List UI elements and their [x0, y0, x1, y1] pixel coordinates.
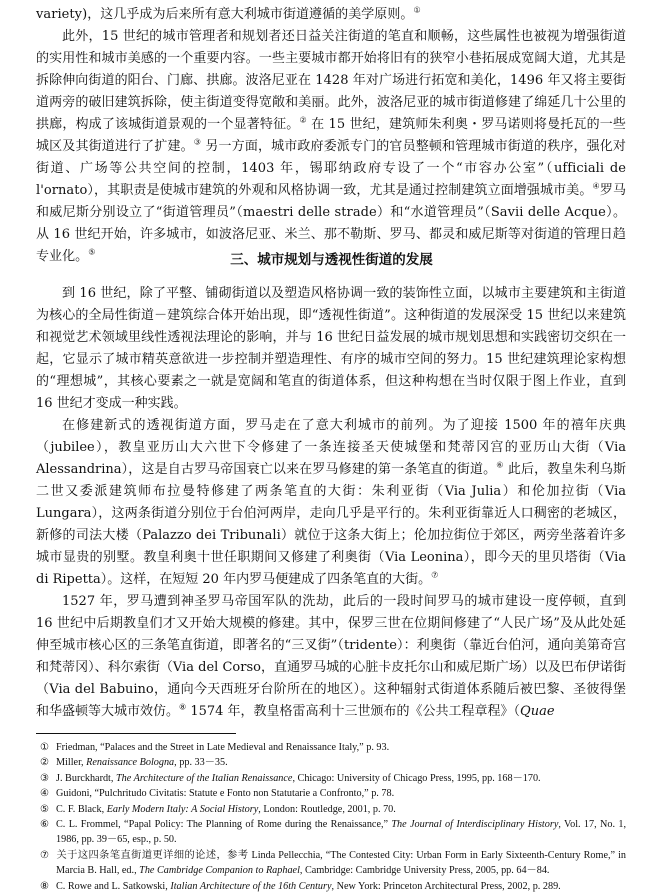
footnotes — [36, 740, 626, 894]
paragraph-perspective-streets: 到 16 世纪，除了平整、铺砌街道以及塑造风格协调一致的装饰性立面，以城市主要建筑和主街道为核心的全局性街道－建筑综合体开始出现，即“透视性街道”。这种街道的发展深受 15 世纪以来建筑和视觉艺术领域里线性透视法理论的影响，并与 16 世纪日益发展的城市规划思想和实践密切交织在一起，它显示了城市精英意欲进一步控制并塑造理性、有序的城市空间的努力。15 世纪建筑理论家构想的“理想城”，其核心要素之一就是宽阔和笔直的街道体系，但这种构想在当时仅限于图上作业，直到 16 世纪才变成一种实践。 — [36, 286, 626, 411]
footnote-item: ⑥ C. L. Frommel, “Papal Policy: The Planning of Rome during the Renaissance,” The Journal of Interdisciplinary History, Vol. 17, No. 1, 1986, pp. 39－65, esp., p. 50. — [40, 819, 626, 846]
footnote-ref[interactable]: ② — [299, 115, 307, 125]
paragraph-variety: variety)，这几乎成为后来所有意大利城市街道遵循的美学原则。① — [36, 5, 421, 22]
paragraph-straight-streets: 此外，15 世纪的城市管理者和规划者还日益关注街道的笔直和顺畅，这些属性也被视为增强街道的实用性和城市美感的一个重要内容。一些主要城市都开始将旧有的狭窄小巷拓展成宽阔大道，尤其是拆除伸向街道的阳台、门廊、拱廊。波洛尼亚在 1428 年对广场进行拓宽和美化，1496 年又将主要街道两旁的破旧建筑拆除，使主街道变得宽敞和美丽。此外，波洛尼亚的城市街道修建了绵延几十公里的拱廊，构成了该城街道景观的一个显著特征。② 在 15 世纪，建筑师朱利奥・罗马诺则将曼托瓦的一些城区及其街道进行了扩建。③ 另一方面，城市政府委派专门的官员整顿和管理城市街道的秩序，强化对街道、广场等公共空间的控制，1403 年，锡耶纳政府专设了一个“市容办公室”（ufficiali de l'ornato），其职责是使城市建筑的外观和风格协调一致，尤其是通过控制建筑立面增强城市美。④罗马和威尼斯分别设立了“街道管理员”（maestri delle strade）和“水道管理员”（Savii delle Acque）。从 16 世纪开始，许多城市，如波洛尼亚、米兰、那不勒斯、罗马、都灵和威尼斯等对街道的管理日趋专业化。⑤ — [36, 29, 626, 264]
footnote-ref[interactable]: ① — [413, 5, 421, 15]
footnote-ref[interactable]: ⑥ — [496, 460, 504, 470]
footnote-item: ④ Guidoni, “Pulchritudo Civitatis: Statute e Fonto non Statutarie a Confronto,” p. 78. — [40, 788, 395, 800]
footnote-item: ② Miller, Renaissance Bologna, pp. 33－35. — [40, 757, 228, 769]
footnote-item: ① Friedman, “Palaces and the Street in Late Medieval and Renaissance Italy,” p. 93. — [40, 742, 390, 753]
footnote-ref[interactable]: ⑤ — [88, 247, 96, 257]
footnote-ref[interactable]: ④ — [592, 181, 600, 191]
paragraph-tridente: 1527 年，罗马遭到神圣罗马帝国军队的洗劫，此后的一段时间罗马的城市建设一度停顿，直到 16 世纪中后期教皇们才又开始大规模的修建。其中，保罗三世在位期间修建了“人民广场”及从此处延伸至城市核心区的三条笔直街道，即著名的“三叉街”（tridente）：利奥街（靠近台伯河，通向美第奇宫和梵蒂冈）、科尔索街（Via del Corso，直通罗马城的心脏卡皮托尔山和威尼斯广场）以及巴布伊诺街（Via del Babuino，通向今天西班牙台阶所在的地区）。这种辐射式街道体系随后被巴黎、圣彼得堡和华盛顿等大城市效仿。⑧ 1574 年，教皇格雷高利十三世颁布的《公共工程章程》（Quae — [36, 594, 626, 719]
section-body — [36, 283, 626, 723]
footnote-ref[interactable]: ⑧ — [179, 702, 187, 712]
footnote-item: ⑦ 关于这四条笔直街道更详细的论述，参考 Linda Pellecchia, “The Contested City: Urban Form in Early Sixteenth-Century Rome,” in Marcia B. Hall, ed., The Cambridge Companion to Raphael, Cambridge: Cambridge University Press, 2005, pp. 64－84. — [40, 849, 626, 877]
footnote-ref[interactable]: ⑦ — [431, 570, 439, 580]
footnote-divider — [36, 733, 236, 734]
opening-text — [36, 4, 626, 268]
footnote-item: ⑧ C. Rowe and L. Satkowski, Italian Architecture of the 16th Century, New York: Princeton Architectural Press, 2002, p. 289. — [40, 880, 561, 892]
footnote-item: ③ J. Burckhardt, The Architecture of the Italian Renaissance, Chicago: University of Chicago Press, 1995, pp. 168－170. — [40, 772, 541, 784]
paragraph-rome-streets: 在修建新式的透视街道方面，罗马走在了意大利城市的前列。为了迎接 1500 年的禧年庆典（jubilee），教皇亚历山大六世下令修建了一条连接圣天使城堡和梵蒂冈宫的亚历山大街（Via Alessandrina），这是自古罗马帝国衰亡以来在罗马修建的第一条笔直的街道。⑥ 此后，教皇朱利乌斯二世又委派建筑师布拉曼特修建了两条笔直的大街：朱利亚街（Via Julia）和伦加拉街（Via Lungara），这两条街道分别位于台伯河两岸，走向几乎是平行的。朱利亚街靠近人口稠密的老城区，新修的司法大楼（Palazzo dei Tribunali）就位于这条大街上；伦加拉街位于郊区，两旁坐落着许多城市显贵的别墅。教皇利奥十世任职期间又修建了利奥街（Via Leonina），即今天的里贝塔街（Via di Ripetta）。这样，在短短 20 年内罗马便建成了四条笔直的大街。⑦ — [36, 418, 626, 587]
footnote-ref[interactable]: ③ — [193, 137, 202, 147]
section-heading: 三、城市规划与透视性街道的发展 — [230, 252, 433, 268]
footnote-item: ⑤ C. F. Black, Early Modern Italy: A Social History, London: Routledge, 2001, p. 70. — [40, 803, 396, 815]
